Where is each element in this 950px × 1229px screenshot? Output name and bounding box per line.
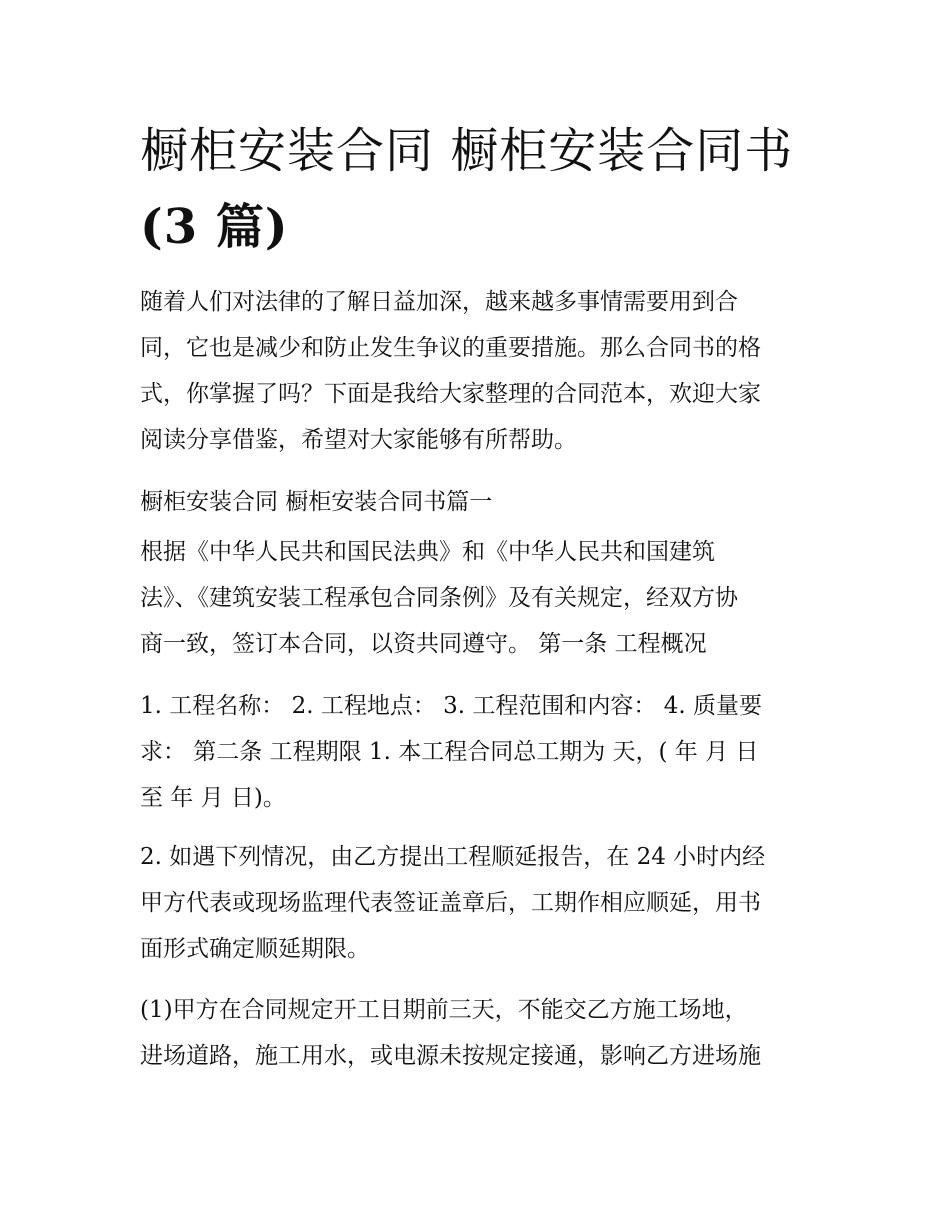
text-line: 进场道路，施工用水，或电源未按规定接通，影响乙方进场施 [140,1043,761,1069]
text-line: 阅读分享借鉴，希望对大家能够有所帮助。 [140,427,577,453]
text-line: 2. 如遇下列情况，由乙方提出工程顺延报告，在 24 小时内经 [140,844,766,870]
text-line: 根据《中华人民共和国民法典》和《中华人民共和国建筑 [140,539,715,565]
clauses-paragraph-2 [140,834,820,972]
text-line: 商一致，签订本合同，以资共同遵守。 第一条 工程概况 [140,631,707,657]
section-heading [140,479,820,525]
intro-paragraph [140,279,820,463]
text-line: 至 年 月 日)。 [140,785,286,811]
title-line-1: 橱柜安装合同 橱柜安装合同书 [140,123,794,179]
text-line: (1)甲方在合同规定开工日期前三天，不能交乙方施工场地， [140,997,748,1023]
document-title [140,113,830,265]
text-line: 求： 第二条 工程期限 1. 本工程合同总工期为 天，( 年 月 日 [140,739,759,765]
text-line: 面形式确定顺延期限。 [140,936,370,962]
text-line: 随着人们对法律的了解日益加深，越来越多事情需要用到合 [140,289,738,315]
text-line: 甲方代表或现场监理代表签证盖章后，工期作相应顺延，用书 [140,890,761,916]
text-line: 法》、《建筑安装工程承包合同条例》及有关规定，经双方协 [140,585,738,611]
text-line: 式，你掌握了吗？下面是我给大家整理的合同范本，欢迎大家 [140,381,761,407]
text-line: 1. 工程名称： 2. 工程地点： 3. 工程范围和内容： 4. 质量要 [140,693,762,719]
basis-paragraph [140,529,820,667]
title-line-2: (3 篇) [140,199,289,255]
clauses-paragraph-3 [140,987,820,1079]
clauses-paragraph-1 [140,683,820,821]
text-line: 同，它也是减少和防止发生争议的重要措施。那么合同书的格 [140,335,761,361]
section-heading-text: 橱柜安装合同 橱柜安装合同书篇一 [140,489,493,515]
